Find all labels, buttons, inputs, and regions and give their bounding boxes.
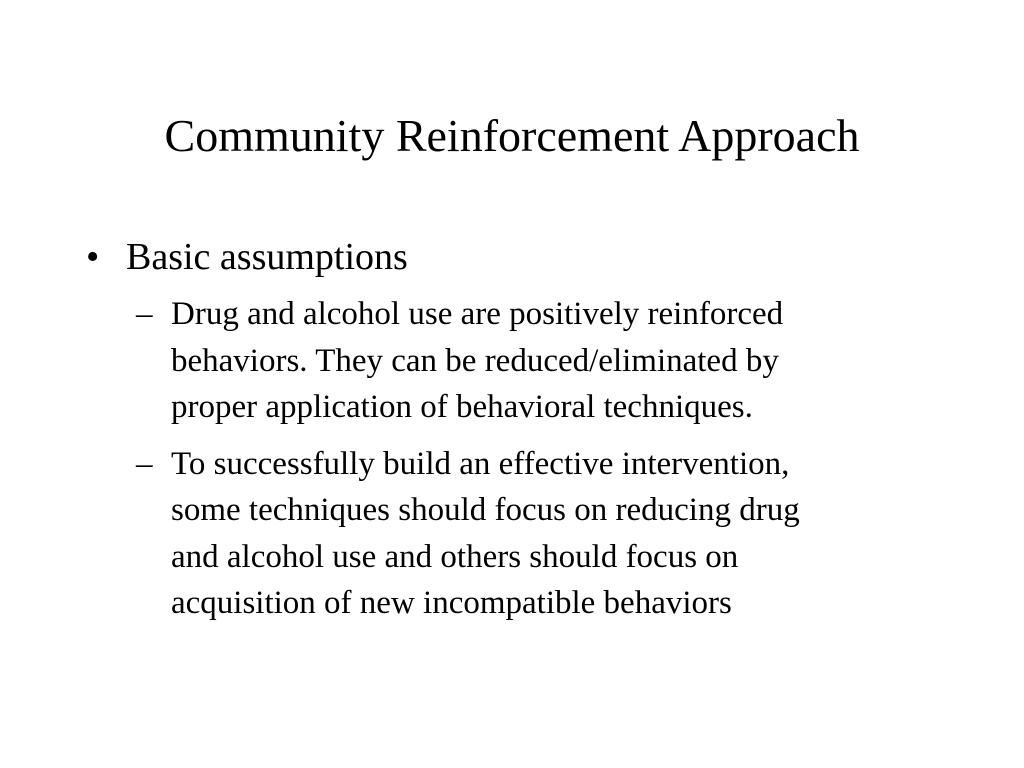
sub-bullet-line: Drug and alcohol use are positively reinforced (171, 296, 784, 332)
bullet-item-basic-assumptions (86, 233, 966, 627)
slide-title: Community Reinforcement Approach (164, 110, 860, 161)
sub-bullet-line: proper application of behavioral techniques. (171, 389, 753, 425)
bullet-marker: • (86, 236, 100, 278)
bullet-list (86, 233, 966, 637)
sub-bullet-item-reinforced-behaviors (126, 291, 896, 431)
sub-bullet-item-effective-intervention (126, 441, 896, 627)
sub-bullet-line: behaviors. They can be reduced/eliminated by (171, 342, 779, 379)
sub-bullet-list (126, 291, 966, 627)
sub-bullet-marker: – (136, 445, 153, 482)
sub-bullet-line: and alcohol use and others should focus on (171, 538, 739, 575)
sub-bullet-line: acquisition of new incompatible behaviors (171, 585, 732, 621)
sub-bullet-marker: – (136, 296, 153, 332)
sub-bullet-line: To successfully build an effective intervention, (171, 445, 790, 482)
sub-bullet-line: some techniques should focus on reducing drug (171, 492, 800, 528)
bullet-text: Basic assumptions (126, 236, 408, 278)
